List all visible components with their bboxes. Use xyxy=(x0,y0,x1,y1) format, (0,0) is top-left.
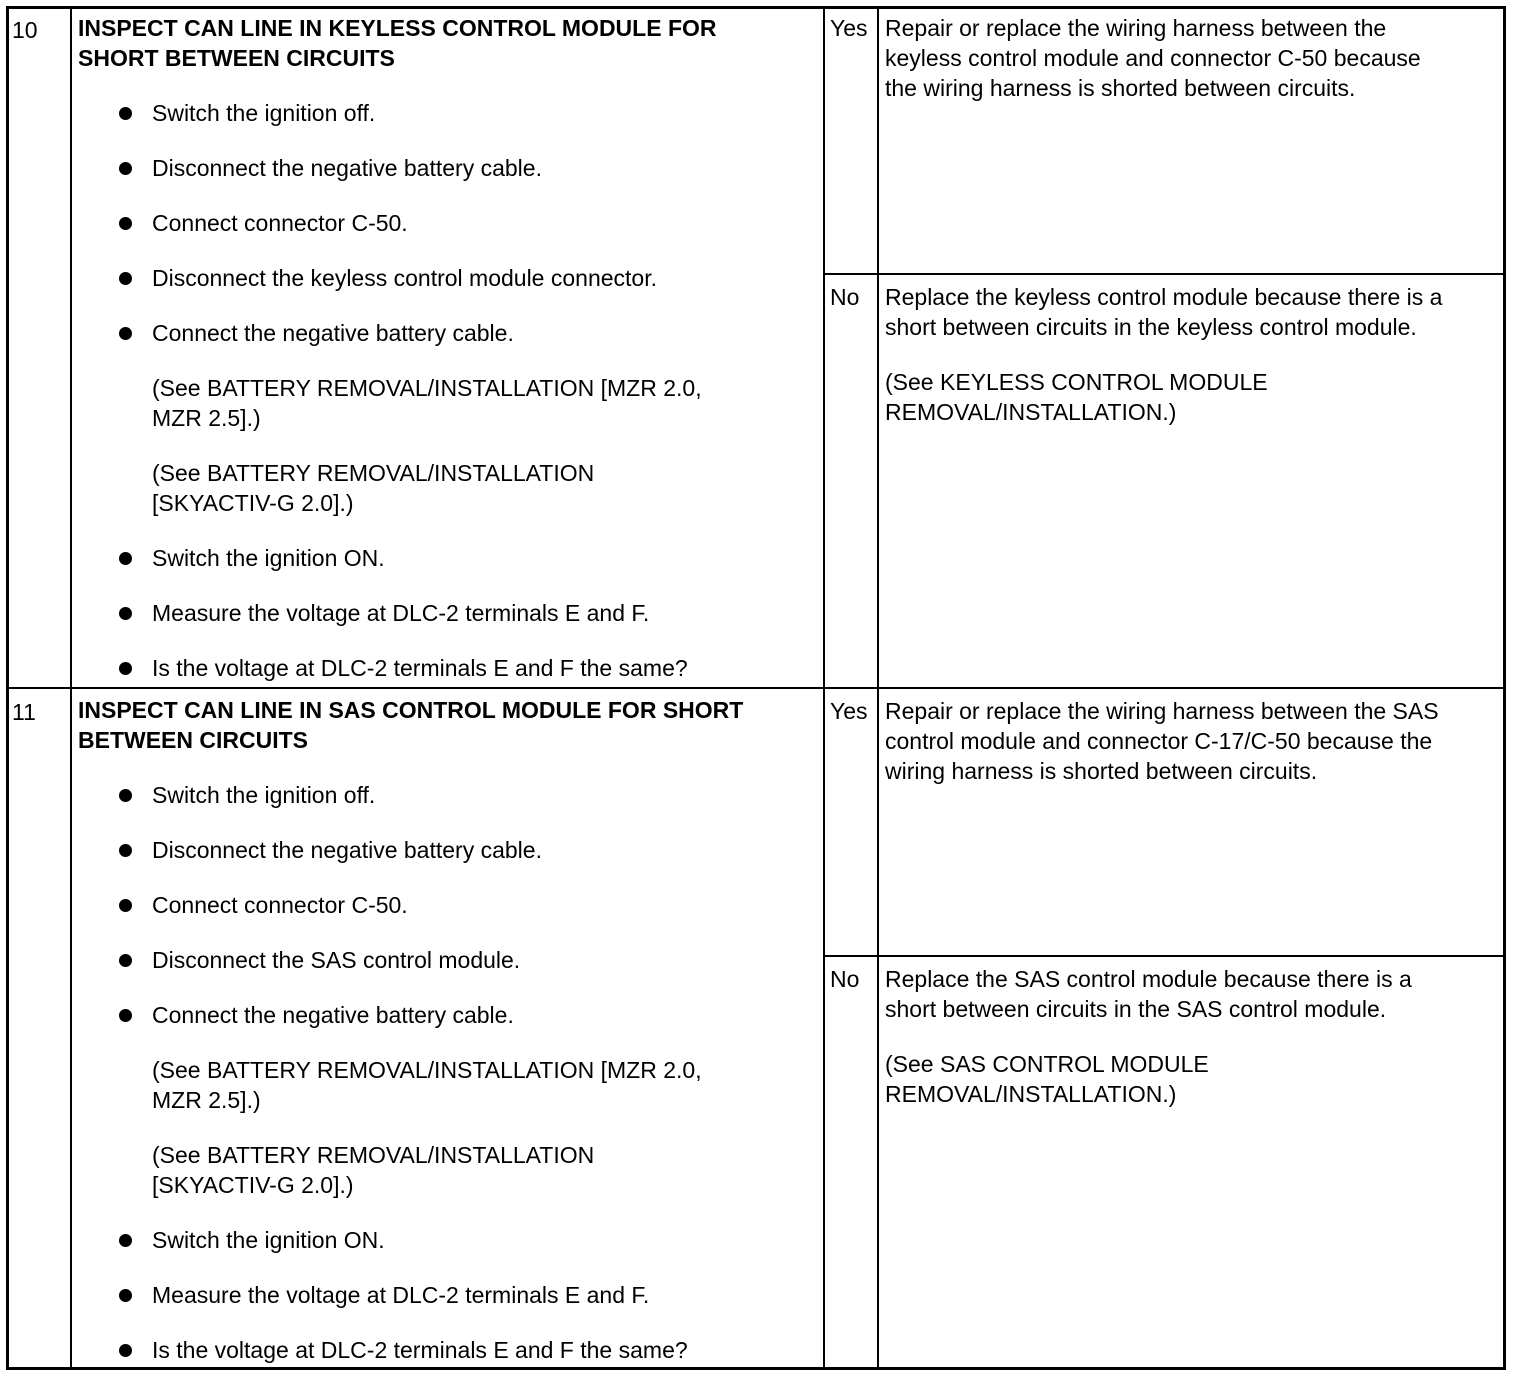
list-item: Connect connector C-50. xyxy=(152,210,408,236)
step-title-line: SHORT BETWEEN CIRCUITS xyxy=(78,45,395,71)
list-item: Connect connector C-50. xyxy=(152,892,408,918)
answer-no-label: No xyxy=(830,284,860,310)
answer-yes-label: Yes xyxy=(830,698,868,724)
answer-no-action xyxy=(885,282,1500,342)
list-item: Disconnect the SAS control module. xyxy=(152,947,521,973)
reference-note xyxy=(152,458,812,518)
answer-line: (See SAS CONTROL MODULE xyxy=(885,1051,1209,1077)
step-title-line: BETWEEN CIRCUITS xyxy=(78,727,308,753)
reference-note xyxy=(152,373,812,433)
answer-yes-label: Yes xyxy=(830,15,868,41)
list-item: Disconnect the negative battery cable. xyxy=(152,837,542,863)
bullet-icon xyxy=(119,662,132,675)
bullet-icon xyxy=(119,1009,132,1022)
answer-no-action xyxy=(885,964,1500,1024)
reference-note xyxy=(152,1140,812,1200)
answer-line: control module and connector C-17/C-50 because the xyxy=(885,728,1433,754)
bullet-icon xyxy=(119,954,132,967)
reference-note-line: (See BATTERY REMOVAL/INSTALLATION [MZR 2.0, xyxy=(152,375,702,401)
answer-line: Repair or replace the wiring harness between the SAS xyxy=(885,698,1439,724)
row-divider xyxy=(6,687,1506,689)
answer-divider xyxy=(823,273,1506,275)
list-item: Disconnect the keyless control module connector. xyxy=(152,265,657,291)
step-title-line: INSPECT CAN LINE IN KEYLESS CONTROL MODULE FOR xyxy=(78,15,717,41)
bullet-icon xyxy=(119,607,132,620)
list-item: Switch the ignition ON. xyxy=(152,545,385,571)
reference-note-line: (See BATTERY REMOVAL/INSTALLATION xyxy=(152,460,595,486)
step-number: 10 xyxy=(12,17,38,43)
list-item: Measure the voltage at DLC-2 terminals E and F. xyxy=(152,1282,650,1308)
answer-no-label: No xyxy=(830,966,860,992)
bullet-icon xyxy=(119,789,132,802)
bullet-icon xyxy=(119,107,132,120)
reference-note xyxy=(152,1055,812,1115)
list-item: Is the voltage at DLC-2 terminals E and F the same? xyxy=(152,655,688,681)
bullet-icon xyxy=(119,217,132,230)
reference-note-line: MZR 2.5].) xyxy=(152,1087,261,1113)
bullet-icon xyxy=(119,899,132,912)
reference-note-line: MZR 2.5].) xyxy=(152,405,261,431)
answer-line: REMOVAL/INSTALLATION.) xyxy=(885,399,1177,425)
answer-line: short between circuits in the keyless control module. xyxy=(885,314,1417,340)
answer-line: Repair or replace the wiring harness between the xyxy=(885,15,1387,41)
step-number: 11 xyxy=(12,699,36,725)
list-item: Measure the voltage at DLC-2 terminals E and F. xyxy=(152,600,650,626)
answer-divider xyxy=(823,955,1506,957)
list-item: Switch the ignition off. xyxy=(152,100,376,126)
list-item: Is the voltage at DLC-2 terminals E and F the same? xyxy=(152,1337,688,1363)
bullet-icon xyxy=(119,1344,132,1357)
list-item: Connect the negative battery cable. xyxy=(152,320,514,346)
bullet-icon xyxy=(119,272,132,285)
answer-line: short between circuits in the SAS control module. xyxy=(885,996,1387,1022)
answer-line: Replace the keyless control module because there is a xyxy=(885,284,1443,310)
answer-no-reference xyxy=(885,1049,1500,1109)
answer-yes-action xyxy=(885,13,1500,103)
list-item: Switch the ignition off. xyxy=(152,782,376,808)
answer-yes-action xyxy=(885,696,1500,786)
answer-line: (See KEYLESS CONTROL MODULE xyxy=(885,369,1268,395)
reference-note-line: (See BATTERY REMOVAL/INSTALLATION [MZR 2.0, xyxy=(152,1057,702,1083)
reference-note-line: [SKYACTIV-G 2.0].) xyxy=(152,1172,354,1198)
bullet-icon xyxy=(119,1234,132,1247)
step-title xyxy=(78,695,818,755)
answer-line: the wiring harness is shorted between circuits. xyxy=(885,75,1356,101)
step-title xyxy=(78,13,818,73)
answer-no-reference xyxy=(885,367,1500,427)
answer-line: Replace the SAS control module because there is a xyxy=(885,966,1412,992)
step-title-line: INSPECT CAN LINE IN SAS CONTROL MODULE FOR SHORT xyxy=(78,697,744,723)
list-item: Switch the ignition ON. xyxy=(152,1227,385,1253)
bullet-icon xyxy=(119,1289,132,1302)
list-item: Connect the negative battery cable. xyxy=(152,1002,514,1028)
bullet-icon xyxy=(119,162,132,175)
list-item: Disconnect the negative battery cable. xyxy=(152,155,542,181)
bullet-icon xyxy=(119,552,132,565)
bullet-icon xyxy=(119,844,132,857)
answer-line: wiring harness is shorted between circuits. xyxy=(885,758,1318,784)
answer-line: REMOVAL/INSTALLATION.) xyxy=(885,1081,1177,1107)
reference-note-line: [SKYACTIV-G 2.0].) xyxy=(152,490,354,516)
answer-line: keyless control module and connector C-50 because xyxy=(885,45,1421,71)
reference-note-line: (See BATTERY REMOVAL/INSTALLATION xyxy=(152,1142,595,1168)
bullet-icon xyxy=(119,327,132,340)
